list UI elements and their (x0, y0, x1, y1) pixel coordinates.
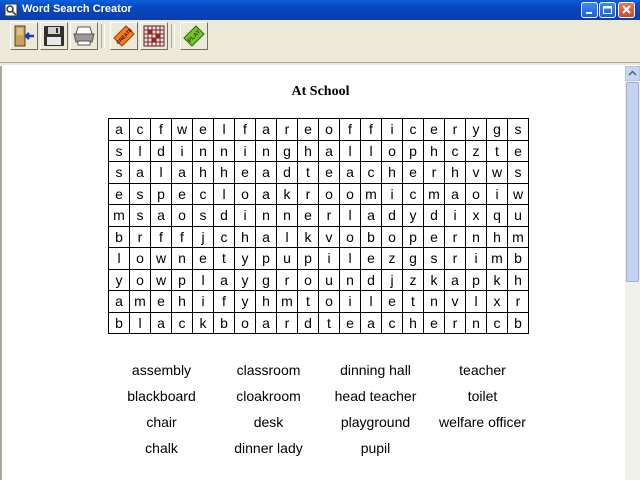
grid-cell: a (256, 312, 277, 334)
grid-cell: c (403, 119, 424, 141)
grid-cell: o (319, 291, 340, 313)
grid-cell: z (403, 269, 424, 291)
grid-cell: i (193, 291, 214, 313)
title-bar[interactable] (0, 0, 640, 20)
grid-cell: u (319, 269, 340, 291)
grid-cell: e (109, 183, 130, 205)
grid-cell: r (298, 183, 319, 205)
grid-cell: a (172, 162, 193, 184)
grid-cell: n (214, 140, 235, 162)
maximize-icon (600, 3, 615, 17)
grid-cell: h (214, 162, 235, 184)
grid-cell: o (298, 269, 319, 291)
grid-cell: y (466, 119, 487, 141)
word-list-item: chair (146, 414, 177, 430)
grid-cell: n (340, 269, 361, 291)
grid-cell: l (109, 248, 130, 270)
grid-cell: a (214, 269, 235, 291)
grid-cell: h (382, 162, 403, 184)
grid-cell: g (403, 248, 424, 270)
window-title: Word Search Creator (22, 3, 132, 15)
grid-cell: x (487, 291, 508, 313)
toolbar-separator (171, 24, 175, 48)
grid-cell: d (214, 205, 235, 227)
grid-cell: q (487, 205, 508, 227)
grid-cell: a (319, 140, 340, 162)
grid-cell: c (361, 162, 382, 184)
grid-cell: l (361, 140, 382, 162)
grid-cell: e (235, 162, 256, 184)
grid-cell: o (382, 226, 403, 248)
grid-row (109, 248, 529, 270)
grid-cell: c (172, 312, 193, 334)
grid-cell: g (487, 119, 508, 141)
grid-cell: a (256, 226, 277, 248)
grid-cell: a (361, 312, 382, 334)
grid-cell: f (151, 119, 172, 141)
exit-button[interactable] (10, 22, 38, 50)
grid-cell: w (487, 162, 508, 184)
grid-cell: e (361, 248, 382, 270)
grid-cell: o (319, 119, 340, 141)
grid-cell: f (214, 291, 235, 313)
word-list-item: blackboard (127, 388, 196, 404)
grid-cell: b (361, 226, 382, 248)
grid-cell: l (214, 119, 235, 141)
svg-text:CREATE: CREATE (115, 27, 134, 46)
grid-cell: h (298, 140, 319, 162)
grid-cell: v (445, 291, 466, 313)
grid-cell: t (403, 291, 424, 313)
word-list-item: cloakroom (236, 388, 301, 404)
grid-cell: g (256, 269, 277, 291)
grid-cell: a (256, 183, 277, 205)
grid-cell: a (151, 205, 172, 227)
grid-cell: l (340, 205, 361, 227)
grid-cell: o (235, 183, 256, 205)
grid-cell: z (382, 248, 403, 270)
grid-cell: l (466, 291, 487, 313)
grid-cell: r (445, 119, 466, 141)
grid-cell: e (298, 119, 319, 141)
grid-row (109, 162, 529, 184)
word-list-item: desk (253, 414, 284, 430)
grid-cell: y (403, 205, 424, 227)
grid-cell: v (466, 162, 487, 184)
grid-cell: h (445, 162, 466, 184)
grid-cell: c (382, 312, 403, 334)
word-list-item: pupil (360, 440, 391, 456)
app-icon (4, 3, 18, 17)
play-badge-icon (182, 24, 206, 48)
floppy-disk-icon (42, 24, 66, 48)
grid-cell: w (151, 269, 172, 291)
grid-cell: a (340, 162, 361, 184)
grid-cell: i (235, 205, 256, 227)
word-list-item: dinning hall (340, 362, 411, 378)
grid-cell: i (487, 183, 508, 205)
grid-cell: s (508, 119, 529, 141)
grid-cell: s (109, 140, 130, 162)
grid-cell: y (235, 248, 256, 270)
grid-cell: b (508, 312, 529, 334)
grid-cell: e (340, 312, 361, 334)
grid-cell: a (130, 162, 151, 184)
maximize-button[interactable] (599, 2, 616, 18)
grid-cell: w (172, 119, 193, 141)
grid-cell: o (235, 312, 256, 334)
grid-row (109, 205, 529, 227)
grid-cell: t (487, 140, 508, 162)
grid-cell: h (424, 140, 445, 162)
grid-cell: l (361, 291, 382, 313)
grid-button[interactable] (140, 22, 168, 50)
grid-cell: a (109, 119, 130, 141)
grid-cell: t (214, 248, 235, 270)
frame-edge (0, 66, 2, 480)
grid-cell: s (193, 205, 214, 227)
grid-cell: e (298, 205, 319, 227)
grid-cell: i (340, 291, 361, 313)
close-icon (619, 3, 634, 17)
grid-cell: r (445, 226, 466, 248)
grid-cell: a (256, 162, 277, 184)
word-list-item: toilet (467, 388, 498, 404)
grid-cell: c (214, 226, 235, 248)
grid-cell: r (277, 269, 298, 291)
grid-cell: r (277, 312, 298, 334)
grid-cell: s (508, 162, 529, 184)
grid-row (109, 291, 529, 313)
grid-cell: r (445, 312, 466, 334)
puzzle-title: At School (291, 84, 350, 99)
save-button[interactable] (40, 22, 68, 50)
grid-cell: c (487, 312, 508, 334)
toolbar-separator (101, 24, 105, 48)
grid-cell: a (445, 183, 466, 205)
grid-cell: f (172, 226, 193, 248)
word-list-item: assembly (131, 362, 192, 378)
grid-cell: e (151, 291, 172, 313)
grid-cell: i (172, 140, 193, 162)
grid-cell: k (424, 269, 445, 291)
grid-cell: a (256, 119, 277, 141)
grid-cell: o (130, 248, 151, 270)
grid-cell: j (382, 269, 403, 291)
grid-cell: k (277, 183, 298, 205)
grid-cell: n (193, 140, 214, 162)
close-button[interactable] (618, 2, 635, 18)
word-list-item: classroom (236, 362, 301, 378)
grid-row (109, 119, 529, 141)
grid-cell: m (109, 205, 130, 227)
grid-cell: i (382, 119, 403, 141)
grid-row (109, 183, 529, 205)
grid-cell: d (298, 312, 319, 334)
grid-cell: p (151, 183, 172, 205)
grid-cell: m (424, 183, 445, 205)
grid-cell: r (130, 226, 151, 248)
grid-cell: r (424, 162, 445, 184)
grid-cell: s (130, 183, 151, 205)
word-list-item: chalk (145, 440, 178, 456)
grid-cell: n (256, 140, 277, 162)
create-badge-icon (112, 24, 136, 48)
grid-cell: d (151, 140, 172, 162)
grid-icon (142, 24, 166, 48)
grid-cell: p (403, 140, 424, 162)
grid-cell: i (235, 140, 256, 162)
grid-cell: u (277, 248, 298, 270)
grid-cell: m (361, 183, 382, 205)
grid-cell: t (298, 291, 319, 313)
grid-cell: d (382, 205, 403, 227)
grid-cell: p (298, 248, 319, 270)
grid-cell: g (277, 140, 298, 162)
grid-cell: j (193, 226, 214, 248)
grid-cell: c (403, 183, 424, 205)
printer-icon (72, 24, 96, 48)
grid-cell: y (235, 269, 256, 291)
grid-cell: a (151, 312, 172, 334)
grid-cell: e (424, 312, 445, 334)
grid-cell: o (466, 183, 487, 205)
word-list-item: teacher (459, 362, 506, 378)
svg-text:PLAY: PLAY (187, 29, 203, 45)
word-list-item: playground (340, 414, 411, 430)
word-list-item: dinner lady (234, 440, 303, 456)
grid-cell: d (361, 269, 382, 291)
grid-cell: e (382, 291, 403, 313)
grid-cell: m (277, 291, 298, 313)
grid-cell: y (109, 269, 130, 291)
grid-row (109, 269, 529, 291)
grid-cell: f (340, 119, 361, 141)
grid-cell: l (214, 183, 235, 205)
grid-cell: l (340, 248, 361, 270)
print-button[interactable] (70, 22, 98, 50)
grid-cell: l (193, 269, 214, 291)
grid-cell: s (130, 205, 151, 227)
grid-cell: o (340, 226, 361, 248)
scroll-up-button[interactable] (625, 66, 640, 81)
grid-cell: o (340, 183, 361, 205)
grid-cell: a (109, 291, 130, 313)
grid-cell: b (109, 312, 130, 334)
grid-cell: s (109, 162, 130, 184)
grid-cell: f (235, 119, 256, 141)
grid-cell: h (487, 226, 508, 248)
grid-cell: h (172, 291, 193, 313)
grid-cell: e (193, 119, 214, 141)
grid-cell: h (403, 312, 424, 334)
grid-cell: o (130, 269, 151, 291)
grid-cell: f (151, 226, 172, 248)
grid-cell: w (508, 183, 529, 205)
grid-cell: h (256, 291, 277, 313)
grid-cell: n (424, 291, 445, 313)
exit-door-icon (12, 24, 36, 48)
toolbar (0, 20, 640, 56)
grid-cell: h (193, 162, 214, 184)
grid-cell: r (277, 119, 298, 141)
grid-cell: n (172, 248, 193, 270)
play-button[interactable] (180, 22, 208, 50)
grid-cell: e (403, 162, 424, 184)
grid-cell: v (319, 226, 340, 248)
grid-cell: i (382, 183, 403, 205)
grid-cell: n (466, 312, 487, 334)
grid-cell: p (466, 269, 487, 291)
grid-cell: p (403, 226, 424, 248)
vertical-scrollbar[interactable] (625, 66, 640, 480)
chevron-up-icon (626, 67, 639, 80)
grid-cell: b (109, 226, 130, 248)
grid-cell: n (256, 205, 277, 227)
word-list-item: welfare officer (439, 414, 526, 430)
grid-cell: i (445, 205, 466, 227)
grid-row (109, 312, 529, 334)
grid-cell: i (319, 248, 340, 270)
grid-cell: m (130, 291, 151, 313)
grid-cell: o (319, 183, 340, 205)
grid-cell: a (445, 269, 466, 291)
grid-cell: t (298, 162, 319, 184)
grid-cell: z (466, 140, 487, 162)
letter-grid (108, 118, 529, 334)
grid-cell: e (424, 119, 445, 141)
grid-cell: w (151, 248, 172, 270)
grid-cell: m (487, 248, 508, 270)
grid-cell: b (214, 312, 235, 334)
grid-cell: l (130, 140, 151, 162)
grid-cell: l (151, 162, 172, 184)
grid-cell: e (193, 248, 214, 270)
grid-cell: k (487, 269, 508, 291)
grid-cell: p (256, 248, 277, 270)
grid-cell: h (508, 269, 529, 291)
grid-cell: r (319, 205, 340, 227)
grid-cell: x (466, 205, 487, 227)
minimize-icon (582, 3, 597, 17)
grid-cell: u (508, 205, 529, 227)
grid-row (109, 140, 529, 162)
grid-cell: e (172, 183, 193, 205)
grid-cell: h (235, 226, 256, 248)
minimize-button[interactable] (581, 2, 598, 18)
grid-cell: k (193, 312, 214, 334)
grid-cell: l (340, 140, 361, 162)
grid-cell: p (172, 269, 193, 291)
grid-cell: t (319, 312, 340, 334)
grid-cell: l (130, 312, 151, 334)
grid-cell: l (277, 226, 298, 248)
word-list-item: head teacher (334, 388, 417, 404)
grid-cell: n (277, 205, 298, 227)
grid-cell: e (508, 140, 529, 162)
grid-cell: c (130, 119, 151, 141)
grid-cell: k (298, 226, 319, 248)
grid-cell: a (361, 205, 382, 227)
grid-cell: r (508, 291, 529, 313)
grid-cell: c (445, 140, 466, 162)
scroll-thumb[interactable] (626, 82, 639, 282)
grid-cell: d (424, 205, 445, 227)
grid-cell: y (235, 291, 256, 313)
grid-cell: f (361, 119, 382, 141)
grid-cell: b (508, 248, 529, 270)
grid-cell: r (445, 248, 466, 270)
grid-cell: s (424, 248, 445, 270)
grid-cell: c (193, 183, 214, 205)
grid-cell: n (466, 226, 487, 248)
grid-cell: o (172, 205, 193, 227)
grid-cell: i (466, 248, 487, 270)
grid-cell: d (277, 162, 298, 184)
grid-cell: e (319, 162, 340, 184)
grid-cell: m (508, 226, 529, 248)
create-button[interactable] (110, 22, 138, 50)
grid-cell: e (424, 226, 445, 248)
grid-row (109, 226, 529, 248)
grid-cell: o (382, 140, 403, 162)
